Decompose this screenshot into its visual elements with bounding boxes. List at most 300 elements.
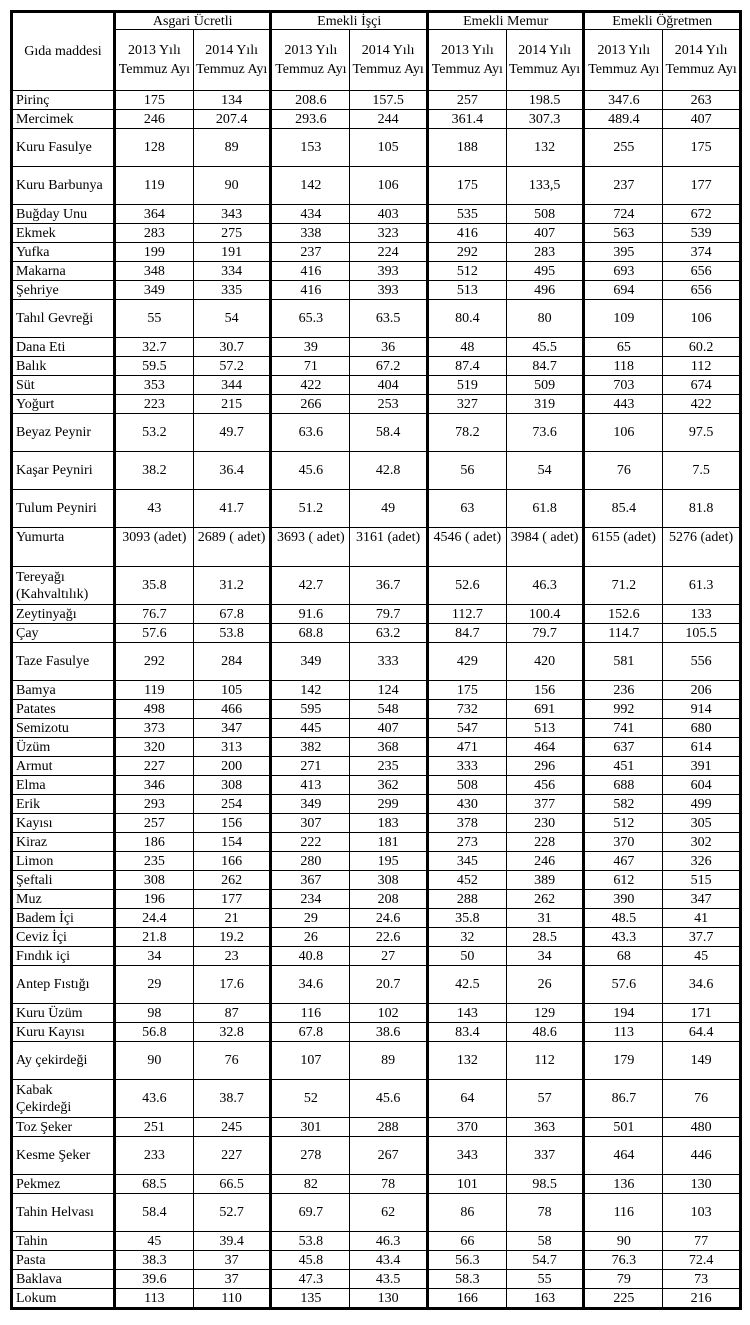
value-cell: 177 bbox=[193, 890, 271, 909]
period-header-2013: 2013 Yılı Temmuz Ayı bbox=[271, 30, 350, 91]
value-cell: 67.8 bbox=[271, 1023, 350, 1042]
table-row bbox=[12, 357, 741, 376]
value-cell: 547 bbox=[427, 719, 506, 738]
table-row bbox=[12, 1118, 741, 1137]
value-cell: 149 bbox=[663, 1042, 741, 1080]
value-cell: 55 bbox=[114, 300, 193, 338]
value-cell: 46.3 bbox=[350, 1232, 428, 1251]
value-cell: 429 bbox=[427, 643, 506, 681]
value-cell: 464 bbox=[584, 1137, 663, 1175]
value-cell: 76.3 bbox=[584, 1251, 663, 1270]
value-cell: 680 bbox=[663, 719, 741, 738]
table-row bbox=[12, 452, 741, 490]
value-cell: 58.4 bbox=[350, 414, 428, 452]
value-cell: 77 bbox=[663, 1232, 741, 1251]
value-cell: 347 bbox=[193, 719, 271, 738]
value-cell: 674 bbox=[663, 376, 741, 395]
value-cell: 105 bbox=[350, 129, 428, 167]
food-name-cell: Kaşar Peyniri bbox=[12, 452, 115, 490]
value-cell: 130 bbox=[663, 1175, 741, 1194]
value-cell: 245 bbox=[193, 1118, 271, 1137]
value-cell: 54 bbox=[506, 452, 584, 490]
value-cell: 326 bbox=[663, 852, 741, 871]
value-cell: 389 bbox=[506, 871, 584, 890]
value-cell: 508 bbox=[427, 776, 506, 795]
table-row bbox=[12, 1194, 741, 1232]
value-cell: 262 bbox=[506, 890, 584, 909]
value-cell: 305 bbox=[663, 814, 741, 833]
food-name-cell: Lokum bbox=[12, 1289, 115, 1309]
value-cell: 24.6 bbox=[350, 909, 428, 928]
period-header-2014: 2014 Yılı Temmuz Ayı bbox=[663, 30, 741, 91]
period-header-2014: 2014 Yılı Temmuz Ayı bbox=[350, 30, 428, 91]
value-cell: 83.4 bbox=[427, 1023, 506, 1042]
value-cell: 284 bbox=[193, 643, 271, 681]
value-cell: 84.7 bbox=[506, 357, 584, 376]
value-cell: 34.6 bbox=[663, 966, 741, 1004]
food-name-cell: Ay çekirdeği bbox=[12, 1042, 115, 1080]
value-cell: 68.5 bbox=[114, 1175, 193, 1194]
table-body bbox=[12, 91, 741, 1309]
food-column-header: Gıda maddesi bbox=[12, 12, 115, 91]
value-cell: 407 bbox=[663, 110, 741, 129]
value-cell: 563 bbox=[584, 224, 663, 243]
value-cell: 45.6 bbox=[271, 452, 350, 490]
value-cell: 222 bbox=[271, 833, 350, 852]
value-cell: 308 bbox=[193, 776, 271, 795]
value-cell: 288 bbox=[350, 1118, 428, 1137]
table-row bbox=[12, 1004, 741, 1023]
food-name-cell: Yoğurt bbox=[12, 395, 115, 414]
value-cell: 307.3 bbox=[506, 110, 584, 129]
value-cell: 45 bbox=[663, 947, 741, 966]
value-cell: 345 bbox=[427, 852, 506, 871]
value-cell: 113 bbox=[114, 1289, 193, 1309]
value-cell: 186 bbox=[114, 833, 193, 852]
value-cell: 28.5 bbox=[506, 928, 584, 947]
period-header-2014: 2014 Yılı Temmuz Ayı bbox=[506, 30, 584, 91]
value-cell: 362 bbox=[350, 776, 428, 795]
value-cell: 224 bbox=[350, 243, 428, 262]
value-cell: 266 bbox=[271, 395, 350, 414]
value-cell: 152.6 bbox=[584, 605, 663, 624]
value-cell: 157.5 bbox=[350, 91, 428, 110]
value-cell: 142 bbox=[271, 681, 350, 700]
value-cell: 32.8 bbox=[193, 1023, 271, 1042]
table-row bbox=[12, 110, 741, 129]
food-name-cell: Tahin Helvası bbox=[12, 1194, 115, 1232]
value-cell: 45.8 bbox=[271, 1251, 350, 1270]
value-cell: 254 bbox=[193, 795, 271, 814]
value-cell: 105.5 bbox=[663, 624, 741, 643]
value-cell: 691 bbox=[506, 700, 584, 719]
value-cell: 556 bbox=[663, 643, 741, 681]
value-cell: 508 bbox=[506, 205, 584, 224]
food-name-cell: Semizotu bbox=[12, 719, 115, 738]
value-cell: 112 bbox=[506, 1042, 584, 1080]
value-cell: 154 bbox=[193, 833, 271, 852]
value-cell: 319 bbox=[506, 395, 584, 414]
value-cell: 73 bbox=[663, 1270, 741, 1289]
value-cell: 267 bbox=[350, 1137, 428, 1175]
value-cell: 273 bbox=[427, 833, 506, 852]
value-cell: 235 bbox=[114, 852, 193, 871]
value-cell: 301 bbox=[271, 1118, 350, 1137]
value-cell: 116 bbox=[584, 1194, 663, 1232]
value-cell: 246 bbox=[506, 852, 584, 871]
value-cell: 308 bbox=[114, 871, 193, 890]
value-cell: 206 bbox=[663, 681, 741, 700]
value-cell: 87 bbox=[193, 1004, 271, 1023]
value-cell: 499 bbox=[663, 795, 741, 814]
value-cell: 48.6 bbox=[506, 1023, 584, 1042]
value-cell: 333 bbox=[350, 643, 428, 681]
value-cell: 102 bbox=[350, 1004, 428, 1023]
table-row bbox=[12, 852, 741, 871]
table-row bbox=[12, 605, 741, 624]
value-cell: 64.4 bbox=[663, 1023, 741, 1042]
value-cell: 24.4 bbox=[114, 909, 193, 928]
table-row bbox=[12, 909, 741, 928]
value-cell: 48 bbox=[427, 338, 506, 357]
value-cell: 132 bbox=[427, 1042, 506, 1080]
table-row bbox=[12, 167, 741, 205]
value-cell: 200 bbox=[193, 757, 271, 776]
value-cell: 181 bbox=[350, 833, 428, 852]
value-cell: 34 bbox=[114, 947, 193, 966]
value-cell: 236 bbox=[584, 681, 663, 700]
value-cell: 90 bbox=[114, 1042, 193, 1080]
value-cell: 637 bbox=[584, 738, 663, 757]
value-cell: 6155 (adet) bbox=[584, 528, 663, 567]
food-name-cell: Kuru Barbunya bbox=[12, 167, 115, 205]
group-header-emekli-memur: Emekli Memur bbox=[427, 12, 583, 30]
value-cell: 614 bbox=[663, 738, 741, 757]
value-cell: 581 bbox=[584, 643, 663, 681]
value-cell: 430 bbox=[427, 795, 506, 814]
value-cell: 91.6 bbox=[271, 605, 350, 624]
value-cell: 32.7 bbox=[114, 338, 193, 357]
value-cell: 31.2 bbox=[193, 567, 271, 605]
value-cell: 43 bbox=[114, 490, 193, 528]
value-cell: 90 bbox=[193, 167, 271, 205]
value-cell: 228 bbox=[506, 833, 584, 852]
value-cell: 208.6 bbox=[271, 91, 350, 110]
table-row bbox=[12, 205, 741, 224]
food-name-cell: Makarna bbox=[12, 262, 115, 281]
table-row bbox=[12, 776, 741, 795]
value-cell: 215 bbox=[193, 395, 271, 414]
value-cell: 35.8 bbox=[114, 567, 193, 605]
value-cell: 31 bbox=[506, 909, 584, 928]
value-cell: 57.6 bbox=[584, 966, 663, 1004]
value-cell: 393 bbox=[350, 281, 428, 300]
value-cell: 57.2 bbox=[193, 357, 271, 376]
value-cell: 5276 (adet) bbox=[663, 528, 741, 567]
group-header-asgari-ucretli: Asgari Ücretli bbox=[114, 12, 271, 30]
value-cell: 47.3 bbox=[271, 1270, 350, 1289]
value-cell: 391 bbox=[663, 757, 741, 776]
value-cell: 42.7 bbox=[271, 567, 350, 605]
value-cell: 194 bbox=[584, 1004, 663, 1023]
table-row bbox=[12, 224, 741, 243]
table-row bbox=[12, 643, 741, 681]
value-cell: 416 bbox=[271, 262, 350, 281]
value-cell: 467 bbox=[584, 852, 663, 871]
value-cell: 60.2 bbox=[663, 338, 741, 357]
value-cell: 179 bbox=[584, 1042, 663, 1080]
value-cell: 257 bbox=[427, 91, 506, 110]
value-cell: 334 bbox=[193, 262, 271, 281]
value-cell: 72.4 bbox=[663, 1251, 741, 1270]
value-cell: 612 bbox=[584, 871, 663, 890]
value-cell: 142 bbox=[271, 167, 350, 205]
value-cell: 43.4 bbox=[350, 1251, 428, 1270]
value-cell: 79.7 bbox=[506, 624, 584, 643]
value-cell: 296 bbox=[506, 757, 584, 776]
header-period-row bbox=[12, 30, 741, 91]
table-row bbox=[12, 795, 741, 814]
food-name-cell: Elma bbox=[12, 776, 115, 795]
value-cell: 21.8 bbox=[114, 928, 193, 947]
table-row bbox=[12, 1042, 741, 1080]
value-cell: 76 bbox=[193, 1042, 271, 1080]
value-cell: 992 bbox=[584, 700, 663, 719]
value-cell: 422 bbox=[663, 395, 741, 414]
food-name-cell: Buğday Unu bbox=[12, 205, 115, 224]
table-row bbox=[12, 1289, 741, 1309]
food-name-cell: Üzüm bbox=[12, 738, 115, 757]
value-cell: 87.4 bbox=[427, 357, 506, 376]
value-cell: 253 bbox=[350, 395, 428, 414]
value-cell: 175 bbox=[663, 129, 741, 167]
table-row bbox=[12, 395, 741, 414]
food-name-cell: Kuru Fasulye bbox=[12, 129, 115, 167]
value-cell: 496 bbox=[506, 281, 584, 300]
value-cell: 422 bbox=[271, 376, 350, 395]
value-cell: 237 bbox=[584, 167, 663, 205]
value-cell: 293.6 bbox=[271, 110, 350, 129]
value-cell: 41 bbox=[663, 909, 741, 928]
value-cell: 672 bbox=[663, 205, 741, 224]
value-cell: 353 bbox=[114, 376, 193, 395]
value-cell: 97.5 bbox=[663, 414, 741, 452]
value-cell: 39 bbox=[271, 338, 350, 357]
value-cell: 3161 (adet) bbox=[350, 528, 428, 567]
period-header-2013: 2013 Yılı Temmuz Ayı bbox=[427, 30, 506, 91]
food-name-cell: Baklava bbox=[12, 1270, 115, 1289]
value-cell: 382 bbox=[271, 738, 350, 757]
food-name-cell: Tahin bbox=[12, 1232, 115, 1251]
food-name-cell: Mercimek bbox=[12, 110, 115, 129]
value-cell: 741 bbox=[584, 719, 663, 738]
value-cell: 343 bbox=[427, 1137, 506, 1175]
value-cell: 724 bbox=[584, 205, 663, 224]
value-cell: 38.2 bbox=[114, 452, 193, 490]
food-name-cell: Badem İçi bbox=[12, 909, 115, 928]
table-row bbox=[12, 262, 741, 281]
value-cell: 112 bbox=[663, 357, 741, 376]
value-cell: 338 bbox=[271, 224, 350, 243]
table-row bbox=[12, 281, 741, 300]
table-row bbox=[12, 681, 741, 700]
value-cell: 82 bbox=[271, 1175, 350, 1194]
value-cell: 347.6 bbox=[584, 91, 663, 110]
value-cell: 225 bbox=[584, 1289, 663, 1309]
value-cell: 495 bbox=[506, 262, 584, 281]
value-cell: 302 bbox=[663, 833, 741, 852]
value-cell: 63 bbox=[427, 490, 506, 528]
value-cell: 63.2 bbox=[350, 624, 428, 643]
value-cell: 263 bbox=[663, 91, 741, 110]
value-cell: 86 bbox=[427, 1194, 506, 1232]
value-cell: 456 bbox=[506, 776, 584, 795]
value-cell: 71.2 bbox=[584, 567, 663, 605]
value-cell: 235 bbox=[350, 757, 428, 776]
value-cell: 535 bbox=[427, 205, 506, 224]
table-row bbox=[12, 129, 741, 167]
value-cell: 106 bbox=[663, 300, 741, 338]
value-cell: 177 bbox=[663, 167, 741, 205]
value-cell: 119 bbox=[114, 167, 193, 205]
value-cell: 344 bbox=[193, 376, 271, 395]
value-cell: 30.7 bbox=[193, 338, 271, 357]
value-cell: 153 bbox=[271, 129, 350, 167]
value-cell: 378 bbox=[427, 814, 506, 833]
value-cell: 90 bbox=[584, 1232, 663, 1251]
value-cell: 52.6 bbox=[427, 567, 506, 605]
food-name-cell: Kuru Üzüm bbox=[12, 1004, 115, 1023]
value-cell: 38.3 bbox=[114, 1251, 193, 1270]
value-cell: 37 bbox=[193, 1251, 271, 1270]
value-cell: 22.6 bbox=[350, 928, 428, 947]
value-cell: 227 bbox=[114, 757, 193, 776]
value-cell: 49 bbox=[350, 490, 428, 528]
value-cell: 66.5 bbox=[193, 1175, 271, 1194]
food-name-cell: Antep Fıstığı bbox=[12, 966, 115, 1004]
value-cell: 471 bbox=[427, 738, 506, 757]
value-cell: 519 bbox=[427, 376, 506, 395]
value-cell: 377 bbox=[506, 795, 584, 814]
value-cell: 7.5 bbox=[663, 452, 741, 490]
value-cell: 3693 ( adet) bbox=[271, 528, 350, 567]
value-cell: 56 bbox=[427, 452, 506, 490]
food-name-cell: Çay bbox=[12, 624, 115, 643]
value-cell: 133,5 bbox=[506, 167, 584, 205]
value-cell: 416 bbox=[271, 281, 350, 300]
value-cell: 86.7 bbox=[584, 1080, 663, 1118]
food-name-cell: Kayısı bbox=[12, 814, 115, 833]
value-cell: 257 bbox=[114, 814, 193, 833]
value-cell: 343 bbox=[193, 205, 271, 224]
value-cell: 452 bbox=[427, 871, 506, 890]
food-purchasing-power-table bbox=[10, 10, 742, 1310]
value-cell: 656 bbox=[663, 281, 741, 300]
value-cell: 595 bbox=[271, 700, 350, 719]
table-row bbox=[12, 624, 741, 643]
table-row bbox=[12, 738, 741, 757]
value-cell: 688 bbox=[584, 776, 663, 795]
table-row bbox=[12, 376, 741, 395]
food-name-cell: Toz Şeker bbox=[12, 1118, 115, 1137]
value-cell: 364 bbox=[114, 205, 193, 224]
value-cell: 196 bbox=[114, 890, 193, 909]
value-cell: 395 bbox=[584, 243, 663, 262]
value-cell: 175 bbox=[427, 681, 506, 700]
value-cell: 320 bbox=[114, 738, 193, 757]
value-cell: 407 bbox=[350, 719, 428, 738]
table-row bbox=[12, 414, 741, 452]
table-row bbox=[12, 947, 741, 966]
value-cell: 278 bbox=[271, 1137, 350, 1175]
value-cell: 130 bbox=[350, 1289, 428, 1309]
value-cell: 45 bbox=[114, 1232, 193, 1251]
table-row bbox=[12, 1137, 741, 1175]
value-cell: 48.5 bbox=[584, 909, 663, 928]
value-cell: 89 bbox=[193, 129, 271, 167]
table-row bbox=[12, 966, 741, 1004]
food-name-cell: Yufka bbox=[12, 243, 115, 262]
food-name-cell: Yumurta bbox=[12, 528, 115, 567]
food-name-cell: Pekmez bbox=[12, 1175, 115, 1194]
value-cell: 693 bbox=[584, 262, 663, 281]
value-cell: 26 bbox=[506, 966, 584, 1004]
value-cell: 134 bbox=[193, 91, 271, 110]
table-row bbox=[12, 91, 741, 110]
value-cell: 57.6 bbox=[114, 624, 193, 643]
value-cell: 63.6 bbox=[271, 414, 350, 452]
value-cell: 133 bbox=[663, 605, 741, 624]
food-name-cell: Şehriye bbox=[12, 281, 115, 300]
value-cell: 42.8 bbox=[350, 452, 428, 490]
value-cell: 548 bbox=[350, 700, 428, 719]
value-cell: 68 bbox=[584, 947, 663, 966]
value-cell: 106 bbox=[350, 167, 428, 205]
value-cell: 37 bbox=[193, 1270, 271, 1289]
value-cell: 262 bbox=[193, 871, 271, 890]
table-row bbox=[12, 719, 741, 738]
table-row bbox=[12, 528, 741, 567]
value-cell: 363 bbox=[506, 1118, 584, 1137]
value-cell: 515 bbox=[663, 871, 741, 890]
value-cell: 199 bbox=[114, 243, 193, 262]
value-cell: 58.4 bbox=[114, 1194, 193, 1232]
value-cell: 156 bbox=[193, 814, 271, 833]
value-cell: 498 bbox=[114, 700, 193, 719]
value-cell: 54.7 bbox=[506, 1251, 584, 1270]
value-cell: 4546 ( adet) bbox=[427, 528, 506, 567]
value-cell: 58 bbox=[506, 1232, 584, 1251]
value-cell: 513 bbox=[427, 281, 506, 300]
value-cell: 175 bbox=[427, 167, 506, 205]
value-cell: 166 bbox=[193, 852, 271, 871]
value-cell: 604 bbox=[663, 776, 741, 795]
value-cell: 509 bbox=[506, 376, 584, 395]
value-cell: 135 bbox=[271, 1289, 350, 1309]
value-cell: 293 bbox=[114, 795, 193, 814]
value-cell: 349 bbox=[114, 281, 193, 300]
value-cell: 68.8 bbox=[271, 624, 350, 643]
value-cell: 32 bbox=[427, 928, 506, 947]
value-cell: 656 bbox=[663, 262, 741, 281]
value-cell: 132 bbox=[506, 129, 584, 167]
table-row bbox=[12, 700, 741, 719]
value-cell: 244 bbox=[350, 110, 428, 129]
value-cell: 694 bbox=[584, 281, 663, 300]
food-name-cell: Tereyağı (Kahvaltılık) bbox=[12, 567, 115, 605]
value-cell: 78 bbox=[350, 1175, 428, 1194]
value-cell: 55 bbox=[506, 1270, 584, 1289]
